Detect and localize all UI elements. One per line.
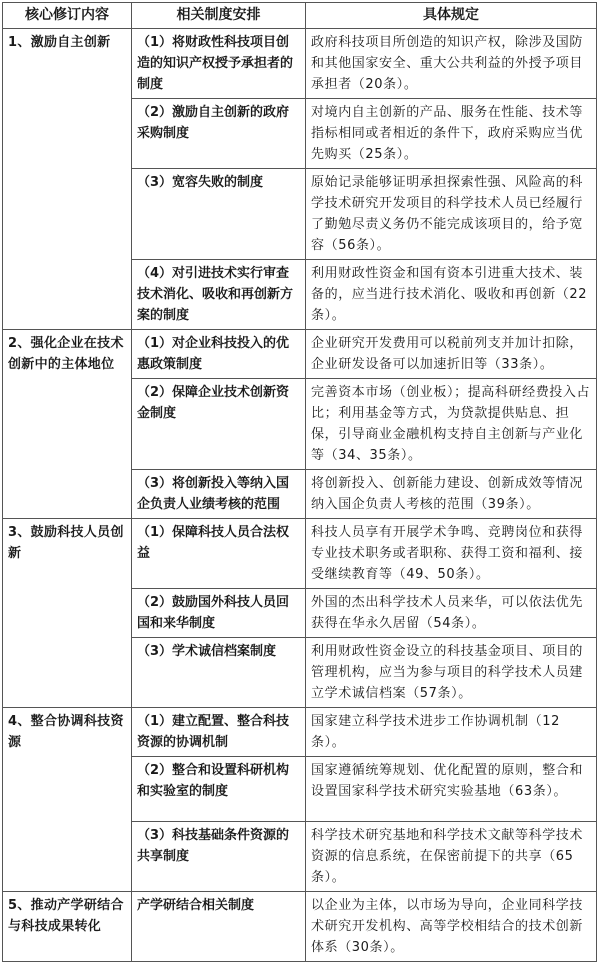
- rule-cell: 国家建立科学技术进步工作协调机制（12条）。: [306, 708, 597, 757]
- arrangement-cell: （1）对企业科技投入的优惠政策制度: [132, 330, 306, 379]
- table-row: [3, 29, 597, 99]
- core-cell-5: 5、推动产学研结合与科技成果转化: [3, 892, 132, 962]
- rule-cell: 企业研究开发费用可以税前列支并加计扣除，企业研发设备可以加速折旧等（33条）。: [306, 330, 597, 379]
- header-arrangement: 相关制度安排: [132, 3, 306, 29]
- arrangement-cell: （1）建立配置、整合科技资源的协调机制: [132, 708, 306, 757]
- header-rule: 具体规定: [306, 3, 597, 29]
- rule-cell: 利用财政性资金和国有资本引进重大技术、装备的，应当进行技术消化、吸收和再创新（22条）。: [306, 260, 597, 330]
- rule-cell: 利用财政性资金设立的科技基金项目、项目的管理机构，应当为参与项目的科学技术人员建立学术诚信档案（57条）。: [306, 638, 597, 708]
- arrangement-cell: 产学研结合相关制度: [132, 892, 306, 962]
- arrangement-cell: （4）对引进技术实行审查技术消化、吸收和再创新方案的制度: [132, 260, 306, 330]
- core-cell-1: 1、激励自主创新: [3, 29, 132, 330]
- arrangement-cell: （1）保障科技人员合法权益: [132, 519, 306, 589]
- rule-cell: 以企业为主体，以市场为导向，企业同科学技术研究开发机构、高等学校相结合的技术创新体系（30条）。: [306, 892, 597, 962]
- arrangement-cell: （3）将创新投入等纳入国企负责人业绩考核的范围: [132, 470, 306, 519]
- rule-cell: 政府科技项目所创造的知识产权，除涉及国防和其他国家安全、重大公共利益的外授予项目承担者（20条）。: [306, 29, 597, 99]
- arrangement-cell: （3）科技基础条件资源的共享制度: [132, 822, 306, 892]
- rule-cell: 完善资本市场（创业板）；提高科研经费投入占比；利用基金等方式，为贷款提供贴息、担保，引导商业金融机构支持自主创新与产业化等（34、35条）。: [306, 379, 597, 470]
- arrangement-cell: （1）将财政性科技项目创造的知识产权授予承担者的制度: [132, 29, 306, 99]
- arrangement-cell: （2）保障企业技术创新资金制度: [132, 379, 306, 470]
- regulation-table: [2, 2, 597, 962]
- core-cell-3: 3、鼓励科技人员创新: [3, 519, 132, 708]
- arrangement-cell: （2）鼓励国外科技人员回国和来华制度: [132, 589, 306, 638]
- header-row: [3, 3, 597, 29]
- table-row: [3, 708, 597, 757]
- rule-cell: 对境内自主创新的产品、服务在性能、技术等指标相同或者相近的条件下，政府采购应当优先购买（25条）。: [306, 99, 597, 169]
- arrangement-cell: （3）学术诚信档案制度: [132, 638, 306, 708]
- table-row: [3, 519, 597, 589]
- table-row: [3, 330, 597, 379]
- core-cell-2: 2、强化企业在技术创新中的主体地位: [3, 330, 132, 519]
- rule-cell: 将创新投入、创新能力建设、创新成效等情况纳入国企负责人考核的范围（39条）。: [306, 470, 597, 519]
- header-core: 核心修订内容: [3, 3, 132, 29]
- core-cell-4: 4、整合协调科技资源: [3, 708, 132, 892]
- rule-cell: 外国的杰出科学技术人员来华，可以依法优先获得在华永久居留（54条）。: [306, 589, 597, 638]
- rule-cell: 原始记录能够证明承担探索性强、风险高的科学技术研究开发项目的科学技术人员已经履行了勤勉尽责义务仍不能完成该项目的，给予宽容（56条）。: [306, 169, 597, 260]
- arrangement-cell: （2）激励自主创新的政府采购制度: [132, 99, 306, 169]
- arrangement-cell: （3）宽容失败的制度: [132, 169, 306, 260]
- rule-cell: 国家遵循统筹规划、优化配置的原则，整合和设置国家科学技术研究实验基地（63条）。: [306, 757, 597, 822]
- table-row: [3, 892, 597, 962]
- arrangement-cell: （2）整合和设置科研机构和实验室的制度: [132, 757, 306, 822]
- rule-cell: 科学技术研究基地和科学技术文献等科学技术资源的信息系统，在保密前提下的共享（65条）。: [306, 822, 597, 892]
- rule-cell: 科技人员享有开展学术争鸣、竞聘岗位和获得专业技术职务或者职称、获得工资和福利、接受继续教育等（49、50条）。: [306, 519, 597, 589]
